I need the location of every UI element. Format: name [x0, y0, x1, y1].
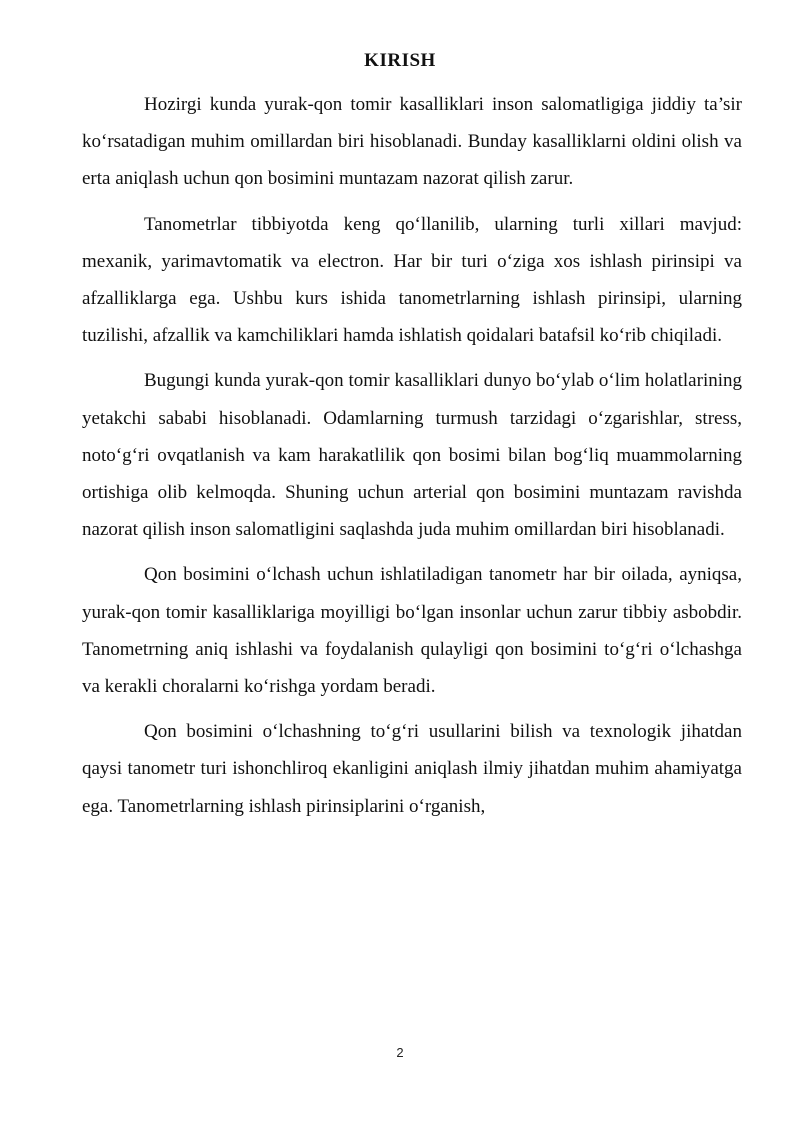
paragraph-5: Qon bosimini o‘lchashning to‘g‘ri usullarini bilish va texnologik jihatdan qaysi tanometr turi ishonchliroq ekanligini aniqlash ilmiy jihatdan muhim ahamiyatga ega. Tanometrlarning ishlash pirinsiplarini o‘rganish,	[82, 721, 742, 817]
paragraph-4: Qon bosimini o‘lchash uchun ishlatiladigan tanometr har bir oilada, ayniqsa, yurak-qon tomir kasalliklariga moyilligi bo‘lgan insonlar uchun zarur tibbiy asbobdir. Tanometrning aniq ishlashi va foydalanish qulayligi qon bosimini to‘g‘ri o‘lchashga va kerakli choralarni ko‘rishga yordam beradi.	[82, 564, 742, 698]
paragraph-3: Bugungi kunda yurak-qon tomir kasalliklari dunyo bo‘ylab o‘lim holatlarining yetakchi sababi hisoblanadi. Odamlarning turmush tarzidagi o‘zgarishlar, stress, noto‘g‘ri ovqatlanish va kam harakatlilik qon bosimi bilan bog‘liq muammolarning ortishiga olib kelmoqda. Shuning uchun arterial qon bosimini muntazam ravishda nazorat qilish inson salomatligini saqlashda juda muhim omillardan biri hisoblanadi.	[82, 370, 742, 541]
body-text	[82, 86, 742, 833]
page-number: 2	[396, 1045, 404, 1060]
paragraph-2: Tanometrlar tibbiyotda keng qo‘llanilib, ularning turli xillari mavjud: mexanik, yarimavtomatik va electron. Har bir turi o‘ziga xos ishlash pirinsipi va afzalliklarga ega. Ushbu kurs ishida tanometrlarning ishlash pirinsipi, ularning tuzilishi, afzallik va kamchiliklari hamda ishlatish qoidalari batafsil ko‘rib chiqiladi.	[82, 213, 742, 347]
paragraph-1: Hozirgi kunda yurak-qon tomir kasalliklari inson salomatligiga jiddiy ta’sir ko‘rsatadigan muhim omillardan biri hisoblanadi. Bunday kasalliklarni oldini olish va erta aniqlash uchun qon bosimini muntazam nazorat qilish zarur.	[82, 94, 742, 190]
page-title: KIRISH	[364, 50, 436, 71]
